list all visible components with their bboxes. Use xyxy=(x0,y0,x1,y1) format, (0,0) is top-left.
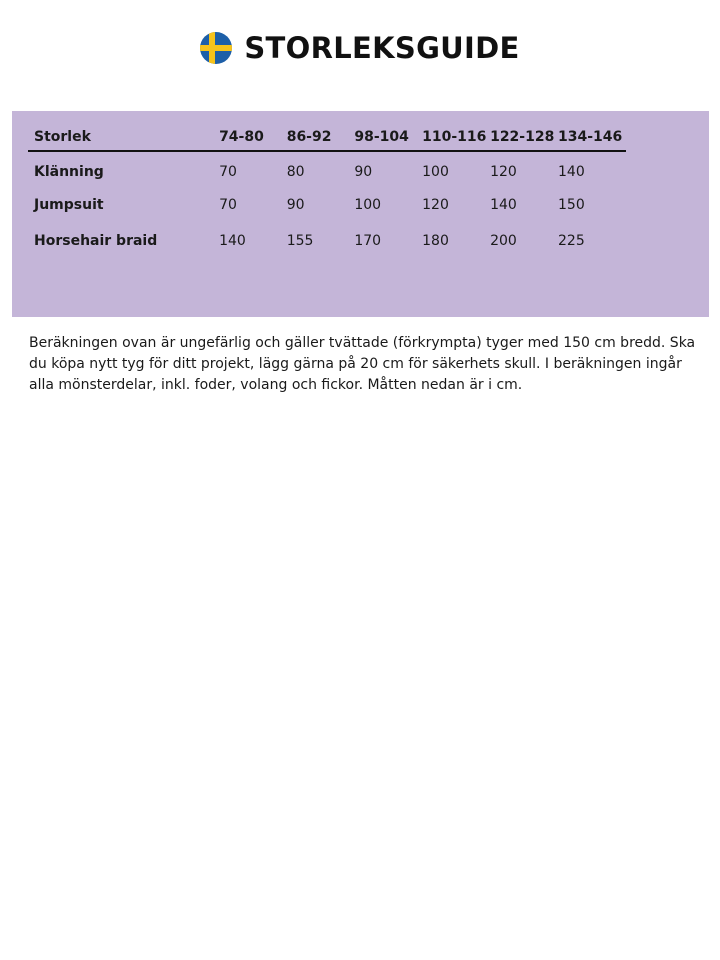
swedish-flag-icon xyxy=(200,32,232,64)
table-cell: 120 xyxy=(490,163,517,180)
column-header-size: 134-146 xyxy=(558,123,626,151)
page-header xyxy=(0,28,720,68)
table-cell: 180 xyxy=(422,233,449,249)
table-cell: 70 xyxy=(219,197,237,213)
column-header-size: 74-80 xyxy=(219,123,287,151)
table-cell: 80 xyxy=(286,163,305,180)
table-cell: 90 xyxy=(354,163,373,180)
table-cell: 155 xyxy=(286,233,314,249)
table-cell: 225 xyxy=(558,233,585,249)
table-header-row xyxy=(28,123,626,151)
size-table xyxy=(28,123,626,259)
row-label: Horsehair braid xyxy=(34,233,158,249)
table-cell: 100 xyxy=(422,163,449,180)
column-header-size: 86-92 xyxy=(287,123,355,151)
table-cell: 150 xyxy=(558,197,585,213)
column-header-storlek: Storlek xyxy=(28,123,219,151)
fabric-note-paragraph: Beräkningen ovan är ungefärlig och gäller tvättade (förkrympta) tyger med 150 cm bredd. Ska du köpa nytt tyg för ditt projekt, lägg gärna på 20 cm för säkerhets skull. I beräkningen ingår alla mönsterdelar, inkl. foder, volang och fickor. Måtten nedan är i cm. xyxy=(29,335,696,393)
page-title: STORLEKSGUIDE xyxy=(244,31,520,65)
table-cell: 140 xyxy=(490,197,517,213)
table-row xyxy=(28,151,626,187)
table-cell: 140 xyxy=(558,163,585,180)
table-cell: 200 xyxy=(490,233,517,249)
table-cell: 100 xyxy=(354,197,382,213)
table-cell: 120 xyxy=(422,197,449,213)
table-cell: 170 xyxy=(354,233,382,249)
table-cell: 140 xyxy=(219,233,246,249)
size-table-panel xyxy=(12,111,709,317)
column-header-size: 110-116 xyxy=(422,123,490,151)
row-label: Klänning xyxy=(34,163,104,180)
table-row xyxy=(28,187,626,223)
table-cell: 90 xyxy=(286,197,305,213)
row-label: Jumpsuit xyxy=(34,197,104,213)
column-header-size: 122-128 xyxy=(490,123,558,151)
table-row xyxy=(28,223,626,259)
column-header-size: 98-104 xyxy=(354,123,422,151)
table-cell: 70 xyxy=(219,163,237,180)
